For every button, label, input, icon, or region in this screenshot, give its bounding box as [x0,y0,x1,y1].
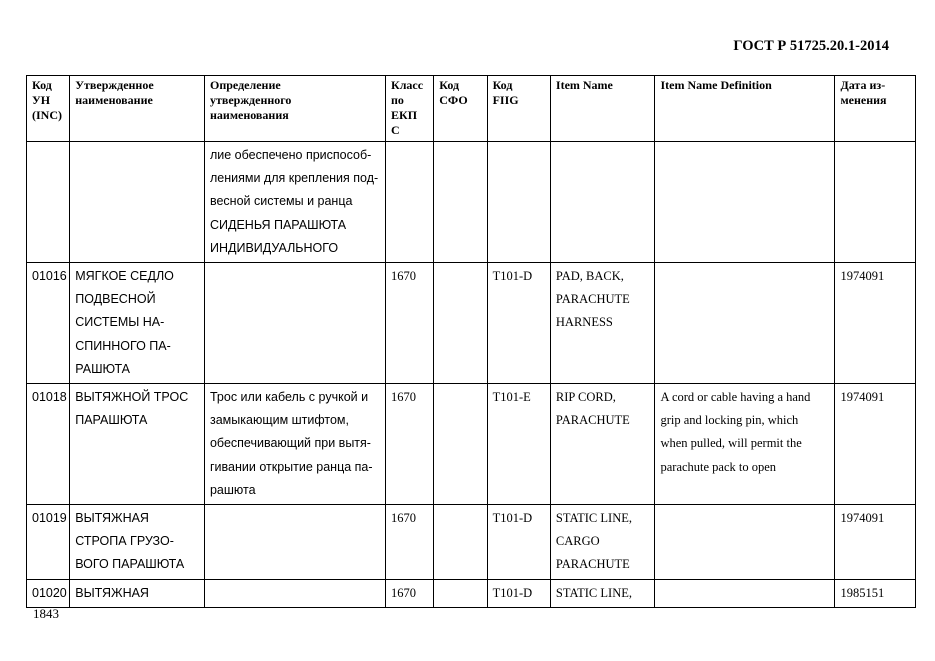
header-item-name [550,76,655,142]
cell-line: ПОДВЕСНОЙ [75,292,156,307]
header-line: наименование [75,93,153,107]
cell-class: 1670 [386,505,434,580]
cell-code: 01019 [27,505,70,580]
cell-fiig: T101-E [487,384,550,505]
cell-item-definition [655,263,835,384]
cell-line: лениями для крепления под- [209,171,379,186]
cell-code: 01018 [27,384,70,505]
cell-approved-name [70,263,205,384]
header-change-date [835,76,916,142]
cell-class: 1670 [386,579,434,607]
cell-line: RIP CORD, [555,390,616,405]
cell-class [386,142,434,263]
header-line: Код [32,78,52,92]
cell-definition [204,384,385,505]
cell-code: 01016 [27,263,70,384]
cell-line: обеспечивающий при вытя- [209,436,371,451]
cell-class: 1670 [386,384,434,505]
cell-item-name [550,263,655,384]
cell-definition [204,579,385,607]
cell-fiig: T101-D [487,263,550,384]
cell-sfo [434,263,487,384]
table-row [27,384,916,505]
cell-item-name [550,579,655,607]
header-class-ekps [386,76,434,142]
cell-line: РАШЮТА [75,361,131,376]
header-item-name-definition [655,76,835,142]
header-line: Код [492,78,513,92]
cell-line: ПАРАШЮТА [75,413,148,428]
header-line: менения [840,93,887,107]
cell-line: СПИННОГО ПА- [75,338,171,353]
header-line: Item Name Definition [660,78,772,92]
header-code-inc [27,76,70,142]
header-line: С [391,123,400,137]
cell-fiig: T101-D [487,505,550,580]
cell-approved-name [70,505,205,580]
cell-line: рашюта [209,482,256,497]
cell-date: 1985151 [835,579,916,607]
cell-line: СИДЕНЬЯ ПАРАШЮТА [209,217,347,232]
cell-line: ВЫТЯЖНОЙ ТРОС [75,390,189,405]
cell-date: 1974091 [835,384,916,505]
cell-line: Трос или кабель с ручкой и [209,390,369,405]
header-line: УН [32,93,51,107]
header-code-sfo [434,76,487,142]
cell-line: A cord or cable having a hand [660,390,811,405]
cell-line: МЯГКОЕ СЕДЛО [75,269,174,284]
cell-line: ВЫТЯЖНАЯ [75,511,149,526]
header-line: Item Name [555,78,613,92]
header-line: Дата из- [840,78,886,92]
cell-item-name [550,384,655,505]
header-line: ЕКП [391,108,418,122]
table-body [27,142,916,608]
header-line: Утвержденное [75,78,154,92]
header-code-fiig [487,76,550,142]
cell-line: STATIC LINE, [555,511,632,526]
cell-line: PARACHUTE [555,557,630,572]
header-line: (INC) [32,108,62,122]
table-row [27,505,916,580]
cell-definition [204,142,385,263]
header-line: по [391,93,404,107]
header-line: наименования [209,108,289,122]
cell-line: PARACHUTE [555,413,630,428]
cell-fiig [487,142,550,263]
cell-definition [204,263,385,384]
cell-date: 1974091 [835,263,916,384]
table-row [27,579,916,607]
cell-line: HARNESS [555,315,613,330]
cell-line: CARGO [555,534,600,549]
cell-approved-name [70,142,205,263]
cell-sfo [434,505,487,580]
catalog-table [26,75,916,608]
cell-code [27,142,70,263]
cell-line: ИНДИВИДУАЛЬНОГО [209,240,339,255]
header-approved-name [70,76,205,142]
header-line: FIIG [492,93,519,107]
cell-item-definition [655,505,835,580]
cell-line: parachute pack to open [660,459,777,474]
cell-sfo [434,384,487,505]
cell-approved-name [70,579,205,607]
cell-fiig: T101-D [487,579,550,607]
header-line: Класс [391,78,424,92]
header-line: Код [439,78,460,92]
header-approved-name-definition [204,76,385,142]
cell-line: ВЫТЯЖНАЯ [75,585,149,600]
cell-item-definition [655,142,835,263]
cell-sfo [434,579,487,607]
cell-line: ВОГО ПАРАШЮТА [75,557,185,572]
cell-definition [204,505,385,580]
cell-line: СИСТЕМЫ НА- [75,315,165,330]
header-line: СФО [439,93,468,107]
cell-approved-name [70,384,205,505]
cell-line: лие обеспечено приспособ- [209,148,372,162]
cell-date [835,142,916,263]
table-header-row [27,76,916,142]
cell-class: 1670 [386,263,434,384]
cell-item-name [550,505,655,580]
cell-line: СТРОПА ГРУЗО- [75,534,174,549]
cell-line: grip and locking pin, which [660,413,799,428]
cell-line: PAD, BACK, [555,269,624,284]
page-number: 1843 [33,606,59,621]
header-line: утвержденного [209,93,292,107]
cell-item-definition [655,384,835,505]
cell-line: замыкающим штифтом, [209,413,349,428]
document-number: ГОСТ Р 51725.20.1-2014 [733,38,889,54]
cell-sfo [434,142,487,263]
header-line: Определение [209,78,281,92]
cell-line: when pulled, will permit the [660,436,802,451]
table-row [27,263,916,384]
cell-date: 1974091 [835,505,916,580]
cell-item-name [550,142,655,263]
cell-item-definition [655,579,835,607]
cell-line: STATIC LINE, [555,585,632,600]
table-row [27,142,916,263]
cell-line: весной системы и ранца [209,194,353,209]
cell-line: гивании открытие ранца па- [209,459,373,474]
cell-line: PARACHUTE [555,292,630,307]
cell-code: 01020 [27,579,70,607]
